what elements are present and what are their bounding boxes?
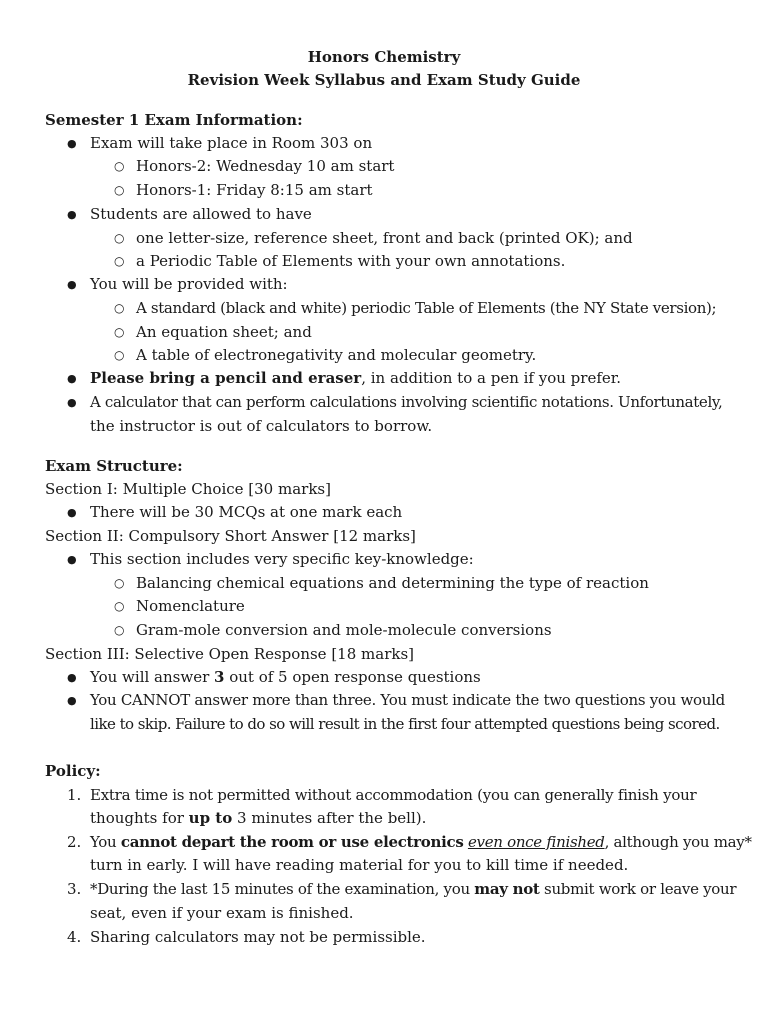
list-number: 1. [67,786,82,804]
sub-bullet-icon: ○ [114,231,125,245]
provided-text: You will be provided with: [90,275,288,293]
policy-3-line-1 [90,879,736,899]
bullet-icon: ● [67,278,77,291]
policy-3-post: submit work or leave your [539,880,737,898]
bullet-icon: ● [67,671,77,684]
semester-info-heading: Semester 1 Exam Information: [45,111,303,129]
pencil-bold: Please bring a pencil and eraser [90,369,362,387]
document-title: Honors Chemistry [307,48,461,66]
sub-bullet-icon: ○ [114,576,125,590]
section-2-topic-2: Nomenclature [136,597,245,615]
calculator-line-2: the instructor is out of calculators to borrow. [90,417,433,435]
policy-1-line-1: Extra time is not permitted without accommodation (you can generally finish your [90,786,697,804]
bullet-icon: ● [67,372,77,385]
policy-heading: Policy: [45,762,101,780]
section-3-detail-2-line-1: You CANNOT answer more than three. You must indicate the two questions you would [90,691,725,709]
section-2-topic-3: Gram-mole conversion and mole-molecule conversions [136,621,552,639]
section-1-detail: There will be 30 MCQs at one mark each [90,503,403,521]
sub-bullet-icon: ○ [114,623,125,637]
sub-bullet-icon: ○ [114,599,125,613]
section-3-detail-2-line-2: like to skip. Failure to do so will result in the first four attempted questions being scored. [90,715,720,733]
provided-item-1: A standard (black and white) periodic Table of Elements (the NY State version); [136,299,717,317]
bullet-icon: ● [67,396,77,409]
calculator-line-1: A calculator that can perform calculations involving scientific notations. Unfortunately, [90,393,723,411]
policy-3-pre: *During the last 15 minutes of the examination, you [90,880,475,898]
bullet-icon: ● [67,553,77,566]
bullet-icon: ● [67,208,77,221]
policy-2-post: , although you may* [604,833,752,851]
policy-1-post: 3 minutes after the bell). [232,809,427,827]
allowed-text: Students are allowed to have [90,205,312,223]
honors1-time: Honors-1: Friday 8:15 am start [136,181,373,199]
sub-bullet-icon: ○ [114,183,125,197]
section-3-detail-pre: You will answer [90,668,215,686]
section-2-detail: This section includes very specific key-knowledge: [90,550,474,568]
sub-bullet-icon: ○ [114,254,125,268]
policy-3-line-2: seat, even if your exam is finished. [90,904,354,922]
list-number: 2. [67,833,82,851]
policy-2-line-2: turn in early. I will have reading material for you to kill time if needed. [90,856,629,874]
document-subtitle: Revision Week Syllabus and Exam Study Guide [187,71,581,89]
section-3-detail-1 [90,667,481,687]
policy-1-bold: up to [188,809,233,827]
section-2-title: Section II: Compulsory Short Answer [12 marks] [45,527,416,545]
policy-2-emphasis: even once finished [467,833,605,851]
policy-2-bold: cannot depart the room or use electronics [120,833,464,851]
honors2-time: Honors-2: Wednesday 10 am start [136,157,395,175]
exam-room-text: Exam will take place in Room 303 on [90,134,373,152]
sub-bullet-icon: ○ [114,348,125,362]
section-3-count: 3 [214,668,225,686]
policy-3-bold: may not [474,880,540,898]
section-3-detail-post: out of 5 open response questions [224,668,481,686]
bullet-icon: ● [67,694,77,707]
allowed-item-2: a Periodic Table of Elements with your own annotations. [136,252,566,270]
section-3-title: Section III: Selective Open Response [18 marks] [45,645,415,663]
list-number: 3. [67,880,82,898]
pencil-rest: , in addition to a pen if you prefer. [361,369,622,387]
provided-item-2: An equation sheet; and [136,323,312,341]
bullet-icon: ● [67,506,77,519]
section-1-title: Section I: Multiple Choice [30 marks] [45,480,331,498]
bullet-icon: ● [67,137,77,150]
exam-structure-heading: Exam Structure: [45,457,183,475]
sub-bullet-icon: ○ [114,325,125,339]
list-number: 4. [67,928,82,946]
sub-bullet-icon: ○ [114,159,125,173]
pencil-line [90,368,621,388]
allowed-item-1: one letter-size, reference sheet, front and back (printed OK); and [136,229,633,247]
policy-4: Sharing calculators may not be permissible. [90,928,426,946]
policy-1-pre: thoughts for [90,809,189,827]
sub-bullet-icon: ○ [114,301,125,315]
policy-1-line-2 [90,808,426,828]
policy-2-pre: You [90,833,121,851]
section-2-topic-1: Balancing chemical equations and determining the type of reaction [136,574,649,592]
provided-item-3: A table of electronegativity and molecular geometry. [136,346,537,364]
policy-2-line-1 [90,832,752,852]
